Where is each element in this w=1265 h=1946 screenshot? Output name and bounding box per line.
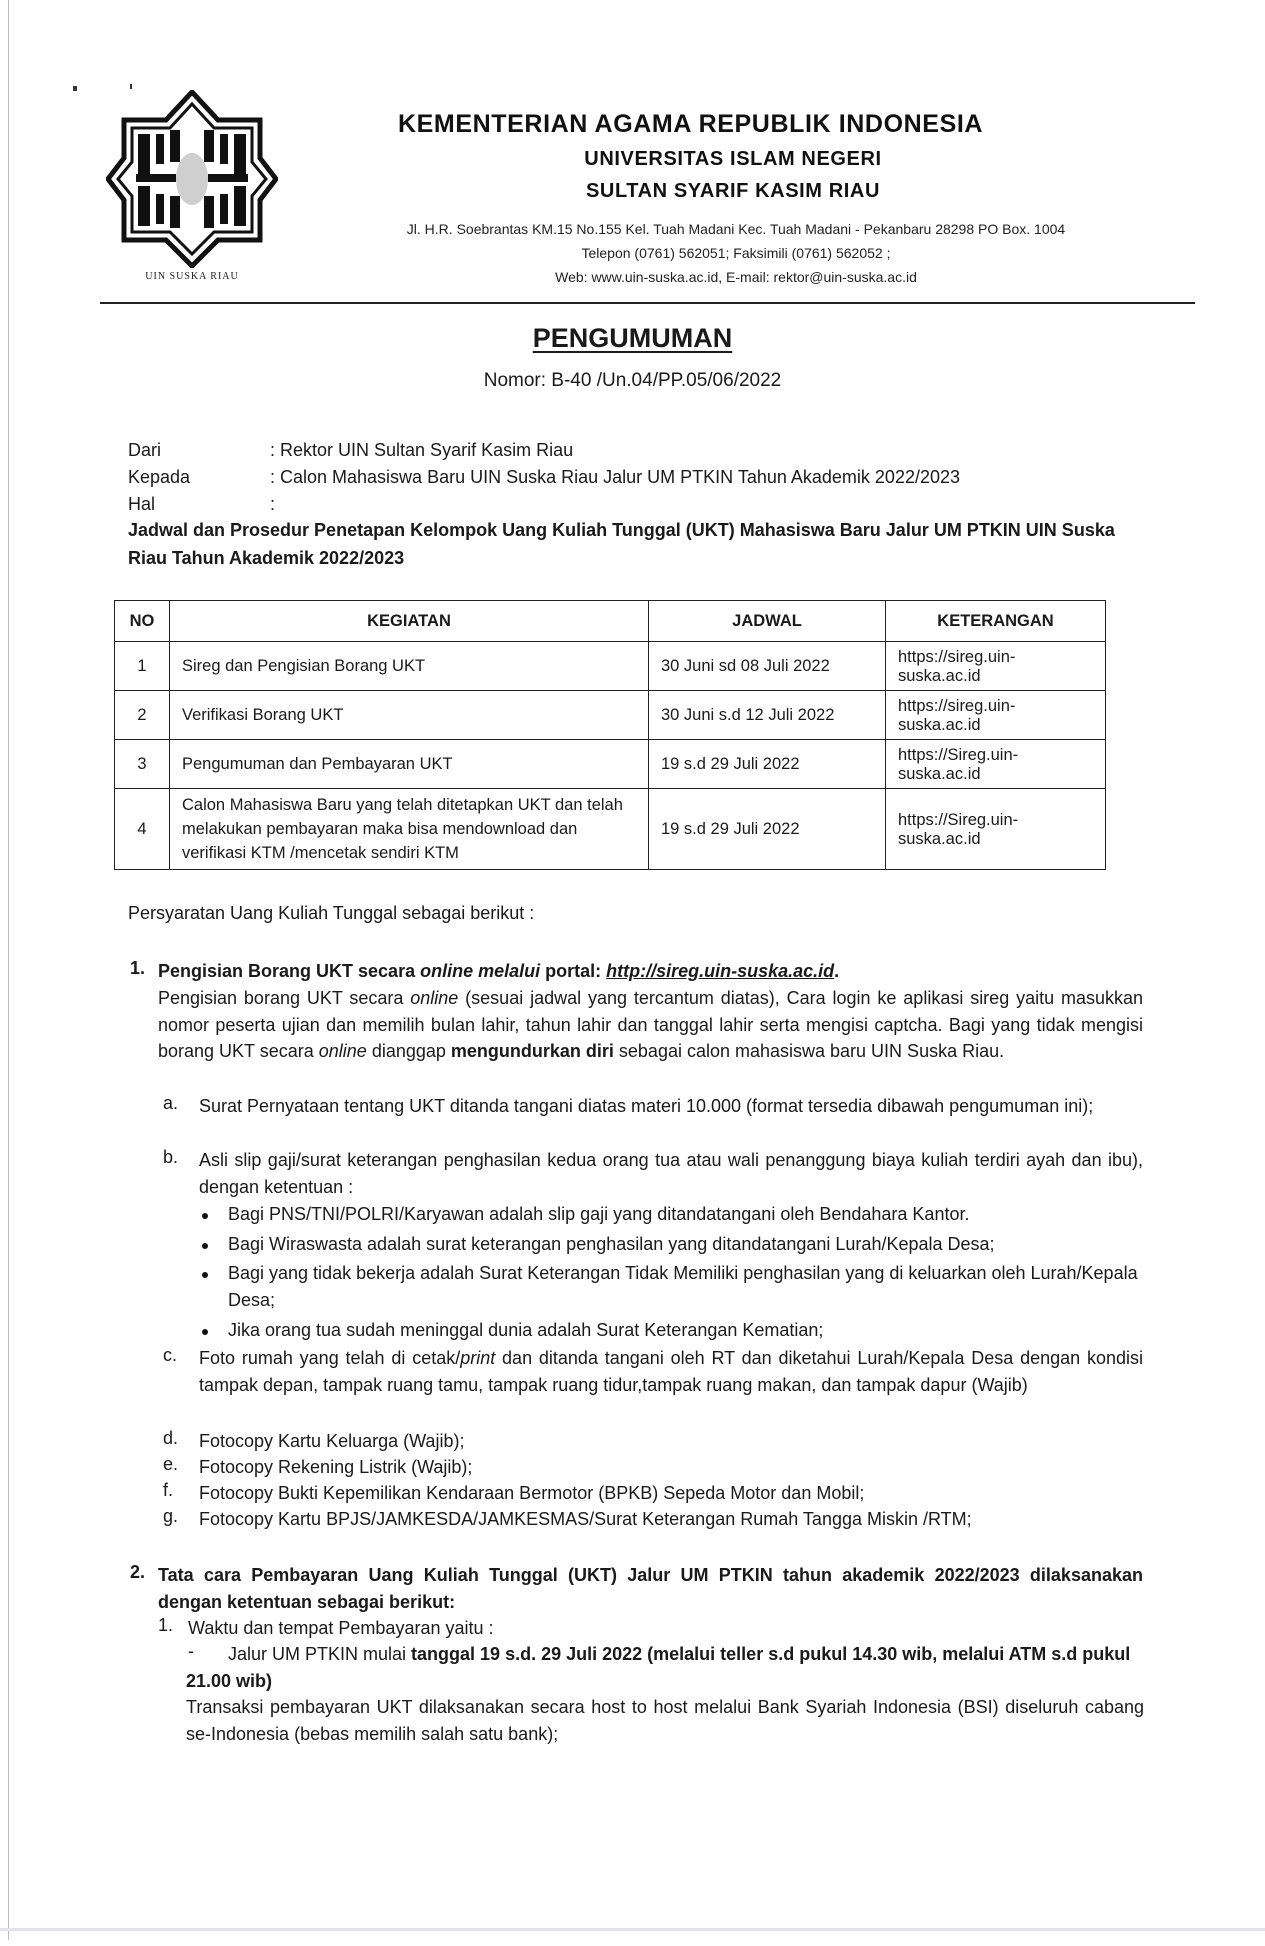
cell-no: 1 <box>115 642 170 691</box>
schedule-bold: tanggal 19 s.d. 29 Juli 2022 (melalui teller s.d pukul 14.30 wib, melalui ATM s.d pukul 21.00 wib) <box>186 1644 1131 1691</box>
item-f-text: Fotocopy Bukti Kepemilikan Kendaraan Bermotor (BPKB) Sepeda Motor dan Mobil; <box>199 1483 865 1503</box>
table-header-row <box>115 601 1106 642</box>
section1-heading <box>158 958 1148 985</box>
bullet-icon <box>202 1329 208 1335</box>
cell-no: 2 <box>115 691 170 740</box>
section1-paragraph <box>158 985 1143 1065</box>
bullet-item: Bagi Wiraswasta adalah surat keterangan penghasilan yang ditandatangani Lurah/Kepala Desa; <box>228 1234 995 1254</box>
heading-text: . <box>834 961 840 981</box>
section2-number: 2. <box>130 1562 146 1582</box>
subject-heading: Jadwal dan Prosedur Penetapan Kelompok Uang Kuliah Tunggal (UKT) Mahasiswa Baru Jalur UM PTKIN UIN Suska Riau Tahun Akademik 2022/2023 <box>128 520 1115 568</box>
cell-jadwal: 19 s.d 29 Juli 2022 <box>649 740 886 789</box>
cell-jadwal: 30 Juni sd 08 Juli 2022 <box>649 642 886 691</box>
para-text: Pengisian borang UKT secara <box>158 988 411 1008</box>
item-c-marker: c. <box>163 1345 178 1365</box>
scan-bottom-edge <box>0 1928 1265 1931</box>
item-c-text <box>199 1345 1143 1398</box>
para-text: dianggap <box>366 1041 451 1061</box>
bullet-item: Jika orang tua sudah meninggal dunia adalah Surat Keterangan Kematian; <box>228 1320 824 1340</box>
cell-keterangan-link[interactable]: https://sireg.uin-suska.ac.id <box>886 691 1106 740</box>
item-d-marker: d. <box>163 1428 179 1448</box>
cell-kegiatan: Sireg dan Pengisian Borang UKT <box>170 642 649 691</box>
schedule-table <box>114 600 1106 870</box>
payment-schedule <box>186 1641 1146 1694</box>
table-row <box>115 740 1106 789</box>
document-number: Nomor: B-40 /Un.04/PP.05/06/2022 <box>483 370 782 391</box>
item-b-marker: b. <box>163 1147 179 1167</box>
header-no: NO <box>115 601 170 642</box>
para-bold: mengundurkan diri <box>450 1041 614 1061</box>
table-row <box>115 642 1106 691</box>
sub1-text: Waktu dan tempat Pembayaran yaitu : <box>188 1618 494 1638</box>
item-a-text: Surat Pernyataan tentang UKT ditanda tangani diatas materi 10.000 (format tersedia dibawah pengumuman ini); <box>199 1096 1094 1116</box>
header-kegiatan: KEGIATAN <box>170 601 649 642</box>
title-text: PENGUMUMAN <box>532 323 733 353</box>
section1-number: 1. <box>130 958 146 978</box>
bullet-icon <box>202 1243 208 1249</box>
cell-kegiatan: Pengumuman dan Pembayaran UKT <box>170 740 649 789</box>
cell-no: 3 <box>115 740 170 789</box>
para-text: sebagai calon mahasiswa baru UIN Suska Riau. <box>613 1041 1005 1061</box>
para-text: (sesuai jadwal yang tercantum diatas), Cara login ke aplikasi sireg yaitu masukkan nomor peserta ujian dan memilih bulan lahir, tahun lahir dan tanggal lahir serta mengisi captcha. Bagi yang tidak mengisi borang UKT secara <box>158 988 1143 1061</box>
scan-speck <box>130 84 132 89</box>
bullet-icon <box>202 1213 208 1219</box>
heading-text: Pengisian Borang UKT secara <box>158 961 421 981</box>
item-e-marker: e. <box>163 1454 179 1474</box>
sub1-marker: 1. <box>158 1615 174 1635</box>
transaction-info: Transaksi pembayaran UKT dilaksanakan secara host to host melalui Bank Syariah Indonesia (BSI) diseluruh cabang se-Indonesia (bebas memilih salah satu bank); <box>186 1697 1144 1744</box>
cell-no: 4 <box>115 789 170 870</box>
para-italic: online <box>318 1041 367 1061</box>
requirements-intro: Persyaratan Uang Kuliah Tunggal sebagai berikut : <box>128 903 535 923</box>
meta-value-hal: : <box>270 494 276 514</box>
para-italic: online <box>410 988 459 1008</box>
dash-marker: - <box>188 1641 194 1661</box>
university-name-line2: SULTAN SYARIF KASIM RIAU <box>585 180 881 202</box>
portal-link[interactable]: http://sireg.uin-suska.ac.id <box>606 961 835 981</box>
scan-speck <box>73 86 77 91</box>
university-name-line1: UNIVERSITAS ISLAM NEGERI <box>584 148 882 170</box>
heading-text: portal: <box>540 961 607 981</box>
item-text: Foto rumah yang telah di cetak/ <box>199 1348 461 1368</box>
header-keterangan: KETERANGAN <box>886 601 1106 642</box>
page-edge <box>8 0 9 1940</box>
address: Jl. H.R. Soebrantas KM.15 No.155 Kel. Tuah Madani Kec. Tuah Madani - Pekanbaru 28298 PO Box. 1004 <box>406 221 1066 237</box>
heading-italic: online melalui <box>420 961 541 981</box>
item-g-text: Fotocopy Kartu BPJS/JAMKESDA/JAMKESMAS/Surat Keterangan Rumah Tangga Miskin /RTM; <box>199 1509 972 1529</box>
item-f-marker: f. <box>163 1480 174 1500</box>
announcement-title <box>0 323 1265 354</box>
meta-label-hal: Hal <box>128 494 156 514</box>
cell-jadwal: 30 Juni s.d 12 Juli 2022 <box>649 691 886 740</box>
item-italic: print <box>460 1348 496 1368</box>
bullet-icon <box>202 1272 208 1278</box>
item-text: dan ditanda tangani oleh RT dan diketahui Lurah/Kepala Desa dengan kondisi tampak depan, tampak ruang tamu, tampak ruang tidur,tampak ruang makan, dan tampak dapur (Wajib) <box>199 1348 1144 1395</box>
web-email: Web: www.uin-suska.ac.id, E-mail: rektor@uin-suska.ac.id <box>555 269 917 285</box>
item-b-text: Asli slip gaji/surat keterangan penghasilan kedua orang tua atau wali penanggung biaya kuliah terdiri ayah dan ibu), dengan ketentuan : <box>199 1150 1143 1197</box>
university-emblem-icon <box>106 90 278 268</box>
item-e-text: Fotocopy Rekening Listrik (Wajib); <box>199 1457 473 1477</box>
cell-kegiatan: Calon Mahasiswa Baru yang telah ditetapkan UKT dan telah melakukan pembayaran maka bisa mendownload dan verifikasi KTM /mencetak sendiri KTM <box>170 789 649 870</box>
meta-label-dari: Dari <box>128 440 162 460</box>
item-a-marker: a. <box>163 1093 179 1113</box>
cell-keterangan-link[interactable]: https://Sireg.uin-suska.ac.id <box>886 789 1106 870</box>
item-d-text: Fotocopy Kartu Keluarga (Wajib); <box>199 1431 465 1451</box>
cell-keterangan-link[interactable]: https://Sireg.uin-suska.ac.id <box>886 740 1106 789</box>
cell-jadwal: 19 s.d 29 Juli 2022 <box>649 789 886 870</box>
phone-fax: Telepon (0761) 562051; Faksimili (0761) 562052 ; <box>581 245 891 261</box>
section2-heading: Tata cara Pembayaran Uang Kuliah Tunggal (UKT) Jalur UM PTKIN tahun akademik 2022/2023 dilaksanakan dengan ketentuan sebagai berikut: <box>158 1565 1143 1612</box>
ministry-name: KEMENTERIAN AGAMA REPUBLIK INDONESIA <box>398 110 984 138</box>
bullet-item: Bagi yang tidak bekerja adalah Surat Keterangan Tidak Memiliki penghasilan yang di keluarkan oleh Lurah/Kepala Desa; <box>228 1263 1138 1310</box>
item-g-marker: g. <box>163 1506 179 1526</box>
meta-value-dari: : Rektor UIN Sultan Syarif Kasim Riau <box>270 440 574 460</box>
header-jadwal: JADWAL <box>649 601 886 642</box>
bullet-item: Bagi PNS/TNI/POLRI/Karyawan adalah slip gaji yang ditandatangani oleh Bendahara Kantor. <box>228 1204 970 1224</box>
meta-value-kepada: : Calon Mahasiswa Baru UIN Suska Riau Jalur UM PTKIN Tahun Akademik 2022/2023 <box>270 467 961 487</box>
table-row <box>115 789 1106 870</box>
cell-keterangan-link[interactable]: https://sireg.uin-suska.ac.id <box>886 642 1106 691</box>
logo-caption: UIN SUSKA RIAU <box>145 271 239 282</box>
table-row <box>115 691 1106 740</box>
letterhead-divider <box>100 302 1195 304</box>
meta-label-kepada: Kepada <box>128 467 191 487</box>
schedule-text: Jalur UM PTKIN mulai <box>228 1644 412 1664</box>
cell-kegiatan: Verifikasi Borang UKT <box>170 691 649 740</box>
